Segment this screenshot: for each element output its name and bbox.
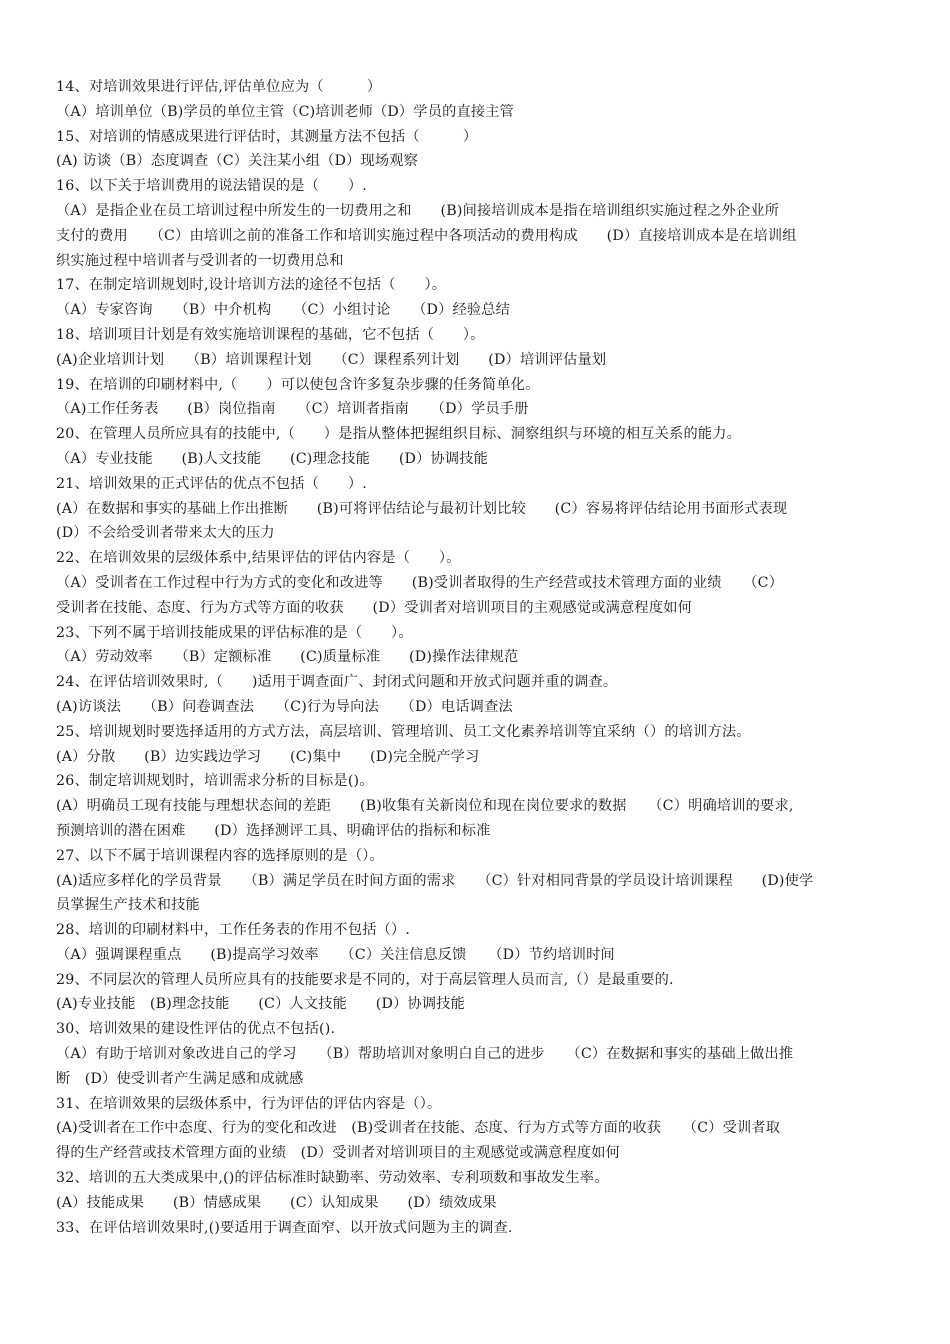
q22-options-line-1: （A）受训者在工作过程中行为方式的变化和改进等 (B)受训者取得的生产经营或技术管理方面的业绩 （C） [56, 574, 784, 591]
q28-options: （A）强调课程重点 (B)提高学习效率 （C）关注信息反馈 （D）节约培训时间 [56, 946, 615, 963]
q15-options: (A) 访谈（B）态度调查（C）关注某小组（D）现场观察 [56, 153, 419, 170]
q31-options-line-1: (A)受训者在工作中态度、行为的变化和改进 (B)受训者在技能、态度、行为方式等方面的收获 （C）受训者取 [56, 1120, 781, 1137]
q24-options: (A)访谈法 （B）问卷调查法 （C)行为导向法 （D）电话调查法 [56, 698, 513, 715]
q17-options: （A）专家咨询 （B）中介机构 （C）小组讨论 （D）经验总结 [56, 302, 511, 319]
q27-options-line-2: 员掌握生产技术和技能 [56, 897, 200, 914]
q17-question: 17、在制定培训规划时,设计培训方法的途径不包括（ ）。 [56, 277, 447, 294]
q27-options-line-1: (A)适应多样化的学员背景 （B）满足学员在时间方面的需求 （C）针对相同背景的学员设计培训课程 (D)使学 [56, 872, 814, 889]
q31-question: 31、在培训效果的层级体系中，行为评估的评估内容是（）。 [56, 1095, 442, 1112]
q33-question: 33、在评估培训效果时,()要适用于调查面窄、以开放式问题为主的调查. [56, 1219, 513, 1236]
q25-question: 25、培训规划时要选择适用的方式方法，高层培训、管理培训、员工文化素养培训等宜采纳（）的培训方法。 [56, 723, 751, 740]
q32-question: 32、培训的五大类成果中,()的评估标准时缺勤率、劳动效率、专利项数和事故发生率。 [56, 1170, 609, 1187]
q25-options: (A）分散 (B）边实践边学习 (C)集中 (D)完全脱产学习 [56, 748, 480, 765]
q27-question: 27、以下不属于培训课程内容的选择原则的是（）。 [56, 847, 384, 864]
q21-options-line-1: (A）在数据和事实的基础上作出推断 (B)可将评估结论与最初计划比较 (C）容易将评估结论用书面形式表现 [56, 500, 788, 517]
q22-question: 22、在培训效果的层级体系中,结果评估的评估内容是（ ）。 [56, 550, 461, 567]
q26-options-line-1: (A）明确员工现有技能与理想状态间的差距 (B)收集有关新岗位和现在岗位要求的数据 （C）明确培训的要求, [56, 798, 794, 815]
q16-question: 16、以下关于培训费用的说法错误的是（ ）. [56, 178, 367, 195]
q16-options-line-2: 支付的费用 （C）由培训之前的准备工作和培训实施过程中各项活动的费用构成 (D）直接培训成本是在培训组 [56, 227, 797, 244]
q30-question: 30、培训效果的建设性评估的优点不包括(). [56, 1021, 336, 1038]
q30-options-line-1: （A）有助于培训对象改进自己的学习 （B）帮助培训对象明白自己的进步 （C）在数据和事实的基础上做出推 [56, 1046, 794, 1063]
q19-options: （A)工作任务表 (B）岗位指南 （C）培训者指南 （D）学员手册 [56, 401, 529, 418]
q23-question: 23、下列不属于培训技能成果的评估标准的是（ ）。 [56, 624, 413, 641]
q16-options-line-3: 织实施过程中培训者与受训者的一切费用总和 [56, 252, 344, 269]
q16-options-line-1: （A）是指企业在员工培训过程中所发生的一切费用之和 (B)间接培训成本是指在培训组织实施过程之外企业所 [56, 202, 780, 219]
q20-options: （A）专业技能 (B)人文技能 (C)理念技能 (D）协调技能 [56, 450, 489, 467]
q20-question: 20、在管理人员所应具有的技能中,（ ）是指从整体把握组织目标、洞察组织与环境的相互关系的能力。 [56, 426, 741, 443]
document-page [56, 75, 902, 1240]
q18-question: 18、培训项目计划是有效实施培训课程的基础，它不包括（ ）。 [56, 326, 485, 343]
q19-question: 19、在培训的印刷材料中,（ ）可以使包含许多复杂步骤的任务简单化。 [56, 376, 540, 393]
q15-question: 15、对培训的情感成果进行评估时，其测量方法不包括（ ） [56, 128, 478, 145]
q14-question: 14、对培训效果进行评估,评估单位应为（ ） [56, 79, 382, 95]
q21-options-line-2: (D）不会给受训者带来太大的压力 [56, 525, 275, 542]
q22-options-line-2: 受训者在技能、态度、行为方式等方面的收获 (D）受训者对培训项目的主观感觉或满意程度如何 [56, 599, 692, 616]
q30-options-line-2: 断 (D）使受训者产生满足感和成就感 [56, 1070, 304, 1087]
q23-options: （A）劳动效率 （B）定额标准 (C)质量标准 (D)操作法律规范 [56, 649, 519, 666]
q32-options: (A）技能成果 (B）情感成果 (C）认知成果 (D）绩效成果 [56, 1194, 497, 1211]
q26-options-line-2: 预测培训的潜在困难 (D）选择测评工具、明确评估的指标和标准 [56, 822, 491, 839]
q18-options: (A)企业培训计划 （B）培训课程计划 （C）课程系列计划 (D）培训评估量划 [56, 351, 607, 368]
q14-options: （A）培训单位（B)学员的单位主管（C)培训老师（D）学员的直接主管 [56, 103, 515, 120]
q26-question: 26、制定培训规划时，培训需求分析的目标是()。 [56, 773, 374, 790]
q28-question: 28、培训的印刷材料中，工作任务表的作用不包括（）. [56, 922, 411, 939]
q21-question: 21、培训效果的正式评估的优点不包括（ ）. [56, 475, 367, 492]
q29-options: (A)专业技能 (B)理念技能 (C）人文技能 (D）协调技能 [56, 996, 466, 1013]
q24-question: 24、在评估培训效果时,（ )适用于调查面广、封闭式问题和开放式问题并重的调查。 [56, 674, 618, 691]
q29-question: 29、不同层次的管理人员所应具有的技能要求是不同的，对于高层管理人员而言,（）是最重要的. [56, 971, 674, 988]
q31-options-line-2: 得的生产经营或技术管理方面的业绩 (D）受训者对培训项目的主观感觉或满意程度如何 [56, 1145, 621, 1162]
